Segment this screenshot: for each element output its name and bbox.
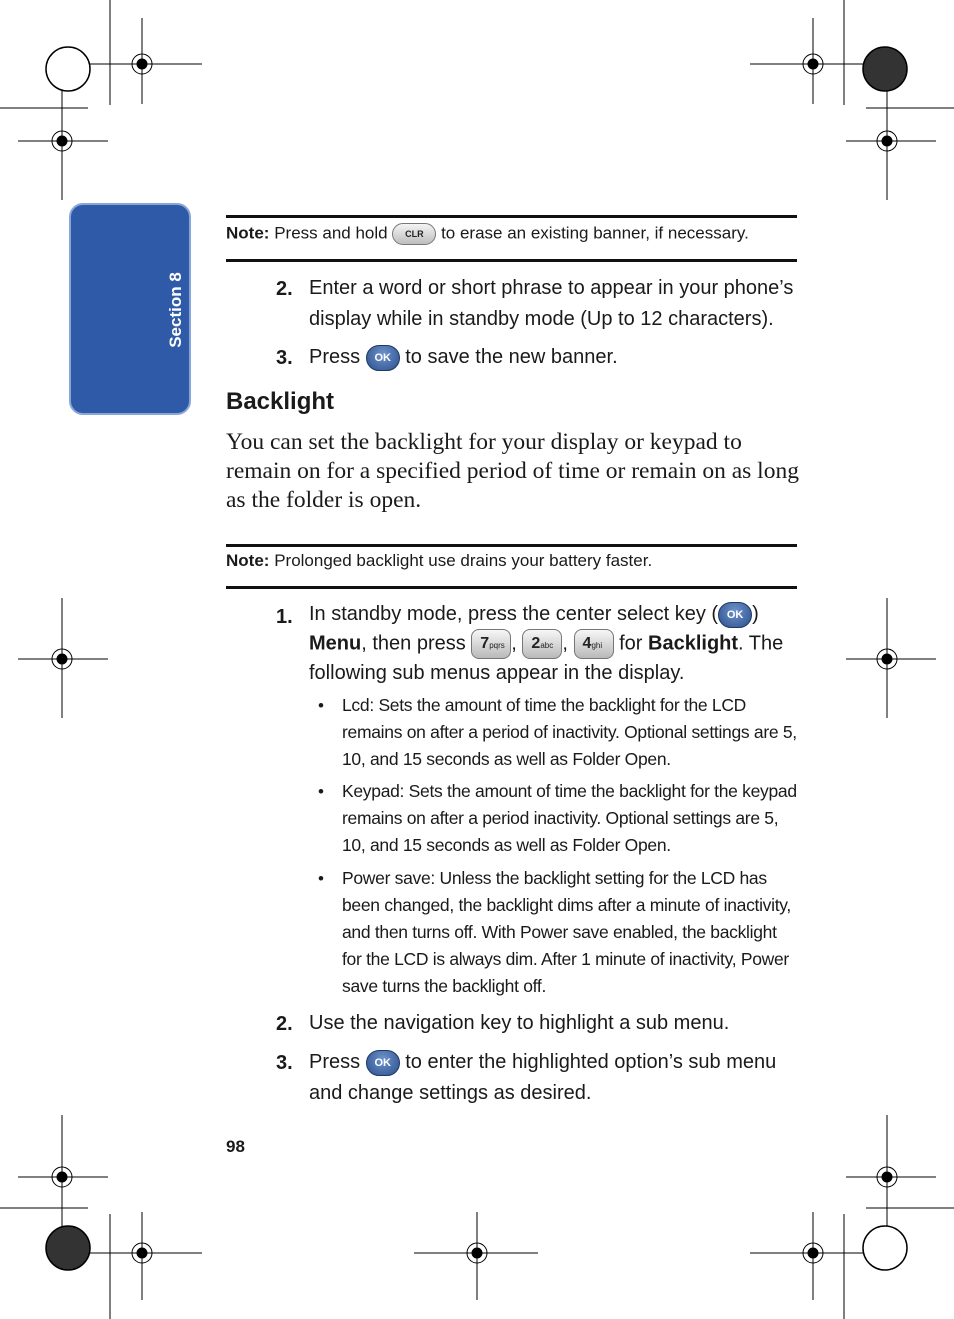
page-number: 98 (226, 1137, 245, 1156)
key-2-icon: 2abc (522, 629, 562, 659)
backlight-label: Backlight (648, 632, 739, 655)
step-text: Press OK to enter the highlighted option’s sub menu and change settings as desired. (309, 1051, 777, 1104)
ok-key-icon: OK (718, 602, 752, 628)
section-tab-label: Section 8 (166, 272, 185, 348)
step-text: In standby mode, press the center select key ( OK ) Menu, then press 7pqrs , 2abc , 4ghi for Backlight. The following sub menus appear in the display. (309, 603, 784, 684)
step-number: 1. (276, 606, 293, 628)
step-number: 3. (276, 347, 293, 369)
step-number: 2. (276, 1013, 293, 1035)
clr-key-icon: CLR (392, 223, 436, 245)
step-text: Use the navigation key to highlight a sub menu. (309, 1012, 730, 1034)
bullet-icon: • (318, 782, 324, 801)
bullet-icon: • (318, 696, 324, 715)
key-7-icon: 7pqrs (471, 629, 511, 659)
ok-key-icon: OK (366, 1050, 400, 1076)
note-prefix: Note: (226, 223, 270, 243)
divider (226, 215, 797, 218)
note-clr (226, 223, 749, 245)
key-4-icon: 4ghi (574, 629, 614, 659)
list-item: Power save: Unless the backlight setting for the LCD has been changed, the backlight dims after a minute of inactivity, and then turns off. With Power save enabled, the backlight for the LCD is always dim. After 1 minute of inactivity, Power save turns the backlight off. (342, 868, 791, 996)
list-item: Lcd: Sets the amount of time the backlight for the LCD remains on after a period of inactivity. Optional settings are 5, 10, and 15 seconds as well as Folder Open. (342, 695, 797, 769)
list-item: Keypad: Sets the amount of time the backlight for the keypad remains on after a period inactivity. Optional settings are 5, 10, and 15 seconds as well as Folder Open. (342, 781, 797, 855)
intro-paragraph: You can set the backlight for your display or keypad to remain on for a specified period of time or remain on as long as the folder is open. (226, 429, 799, 513)
step-number: 3. (276, 1052, 293, 1074)
menu-label: Menu (309, 632, 362, 655)
note-text: Prolonged backlight use drains your battery faster. (274, 551, 653, 570)
bullet-icon: • (318, 869, 324, 888)
step-number: 2. (276, 278, 293, 300)
ok-key-icon: OK (366, 345, 400, 371)
note-prefix: Note: (226, 551, 270, 570)
step-text: Enter a word or short phrase to appear in your phone’s display while in standby mode (Up to 12 characters). (309, 277, 794, 330)
divider (226, 544, 797, 547)
note-text: to erase an existing banner, if necessary. (441, 223, 749, 243)
note-text: Press and hold (274, 223, 388, 243)
divider (226, 259, 797, 262)
section-heading: Backlight (226, 388, 335, 415)
note-battery (226, 551, 652, 571)
divider (226, 586, 797, 589)
step-text: Press OK to save the new banner. (309, 342, 799, 373)
